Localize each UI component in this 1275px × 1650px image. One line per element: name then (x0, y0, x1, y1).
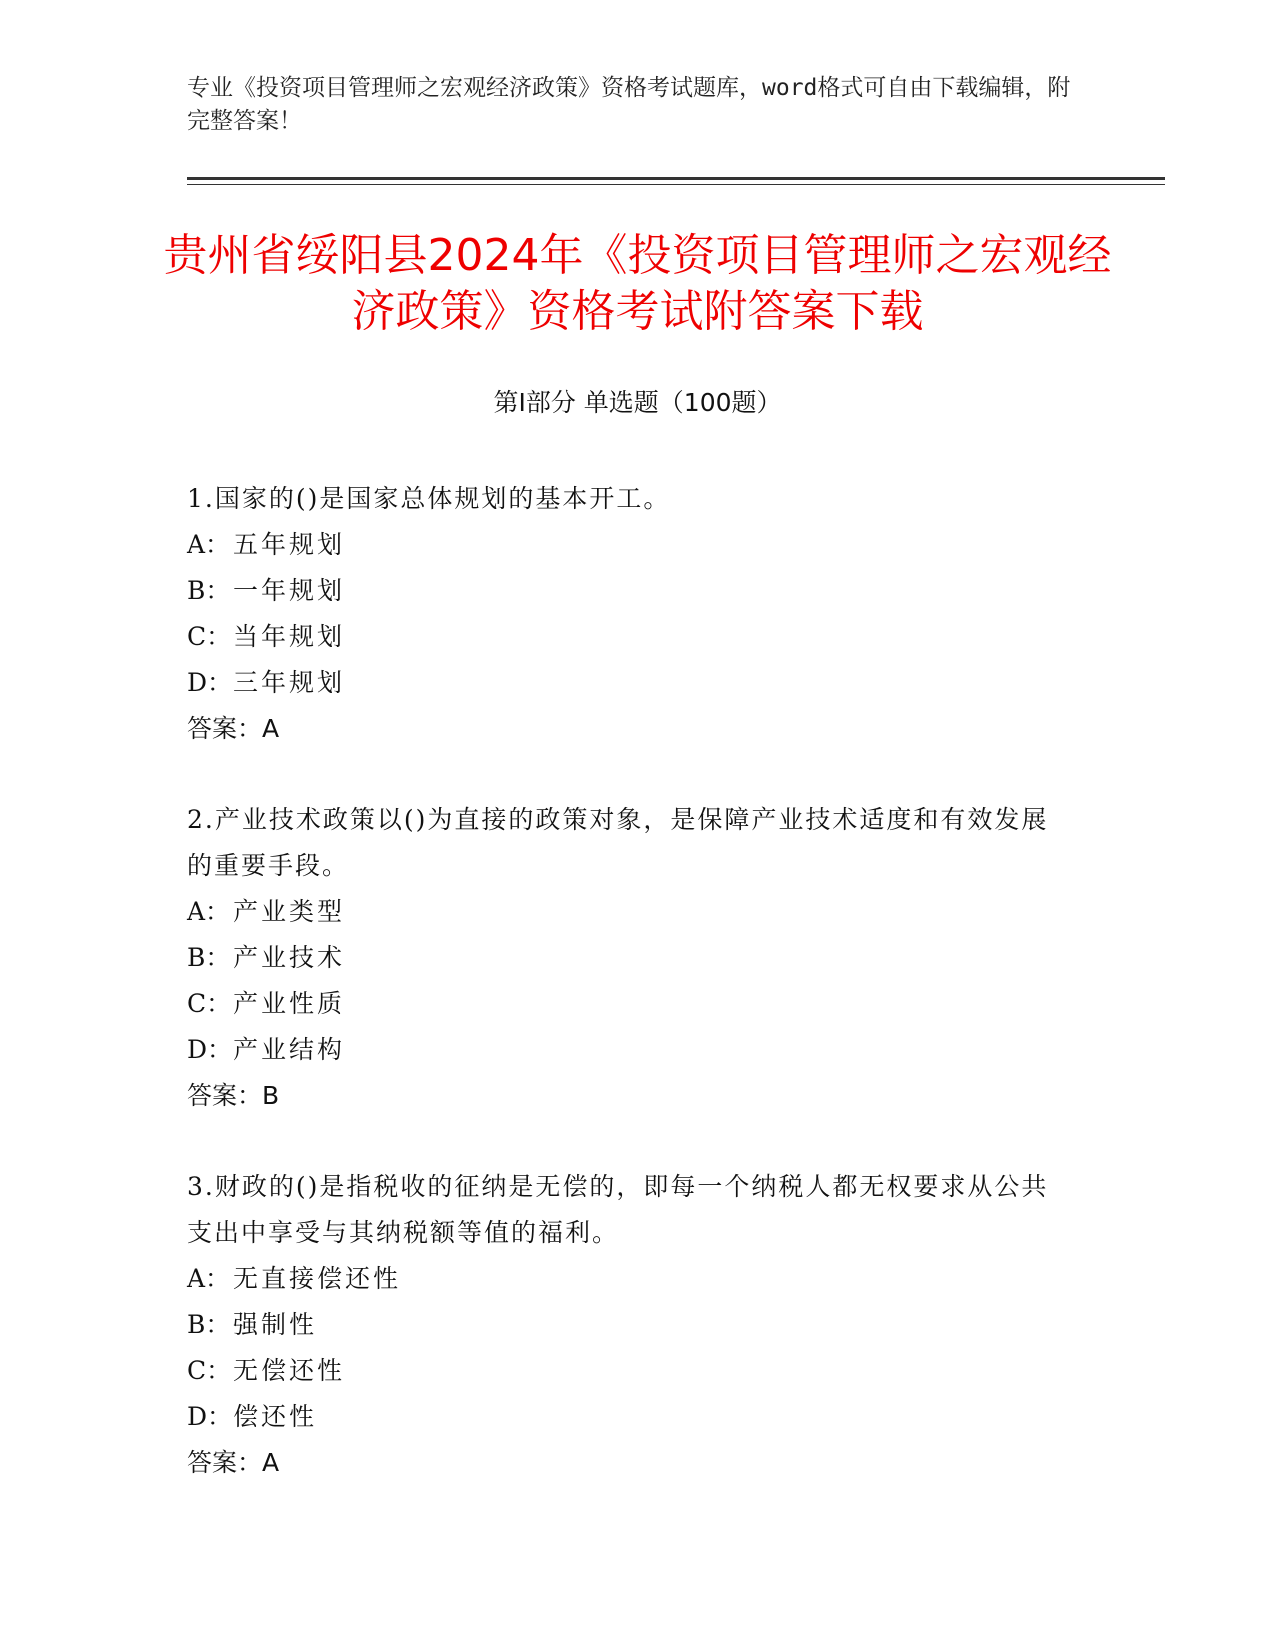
question-3 (187, 1164, 1067, 1486)
option-d (187, 1027, 1067, 1073)
answer: 答案：A (187, 714, 280, 743)
option-c (187, 981, 1067, 1027)
option-text: 偿还性 (233, 1402, 318, 1431)
option-a (187, 1256, 1067, 1302)
option-a (187, 889, 1067, 935)
question-1 (187, 476, 1067, 752)
option-c (187, 1348, 1067, 1394)
question-stem: 3.财政的()是指税收的征纳是无偿的，即每一个纳税人都无权要求从公共支出中享受与其纳税额等值的福利。 (187, 1172, 1049, 1247)
answer: 答案：B (187, 1081, 280, 1110)
option-text: 产业结构 (233, 1035, 346, 1064)
option-text: 产业性质 (233, 989, 346, 1018)
option-b (187, 568, 1067, 614)
option-text: 产业技术 (233, 943, 346, 972)
option-key: A： (187, 530, 231, 559)
question-stem: 2.产业技术政策以()为直接的政策对象，是保障产业技术适度和有效发展的重要手段。 (187, 805, 1049, 880)
option-key: D： (187, 1035, 233, 1064)
option-a (187, 522, 1067, 568)
question-stem: 1.国家的()是国家总体规划的基本开工。 (187, 484, 671, 513)
option-key: C： (187, 1356, 232, 1385)
option-text: 无偿还性 (233, 1356, 346, 1385)
option-d (187, 660, 1067, 706)
option-text: 三年规划 (233, 668, 346, 697)
option-text: 五年规划 (233, 530, 346, 559)
option-key: A： (187, 897, 231, 926)
question-2 (187, 797, 1067, 1119)
option-text: 无直接偿还性 (233, 1264, 402, 1293)
header-divider-thick (187, 177, 1165, 180)
option-b (187, 935, 1067, 981)
option-text: 产业类型 (233, 897, 346, 926)
option-text: 当年规划 (233, 622, 346, 651)
option-key: B： (187, 576, 231, 605)
document-title: 贵州省绥阳县2024年《投资项目管理师之宏观经济政策》资格考试附答案下载 (163, 230, 1112, 337)
option-key: A： (187, 1264, 231, 1293)
option-key: B： (187, 1310, 231, 1339)
answer: 答案：A (187, 1448, 280, 1477)
header-divider-thin (187, 184, 1165, 185)
option-key: D： (187, 668, 233, 697)
option-text: 一年规划 (233, 576, 346, 605)
option-key: B： (187, 943, 231, 972)
section-title: 第Ⅰ部分 单选题（100题） (493, 388, 782, 417)
option-b (187, 1302, 1067, 1348)
option-text: 强制性 (233, 1310, 318, 1339)
option-d (187, 1394, 1067, 1440)
option-key: C： (187, 989, 232, 1018)
question-list (187, 476, 1067, 1531)
option-key: C： (187, 622, 232, 651)
option-c (187, 614, 1067, 660)
header-note: 专业《投资项目管理师之宏观经济政策》资格考试题库，word格式可自由下载编辑，附完整答案！ (187, 75, 1071, 134)
option-key: D： (187, 1402, 233, 1431)
